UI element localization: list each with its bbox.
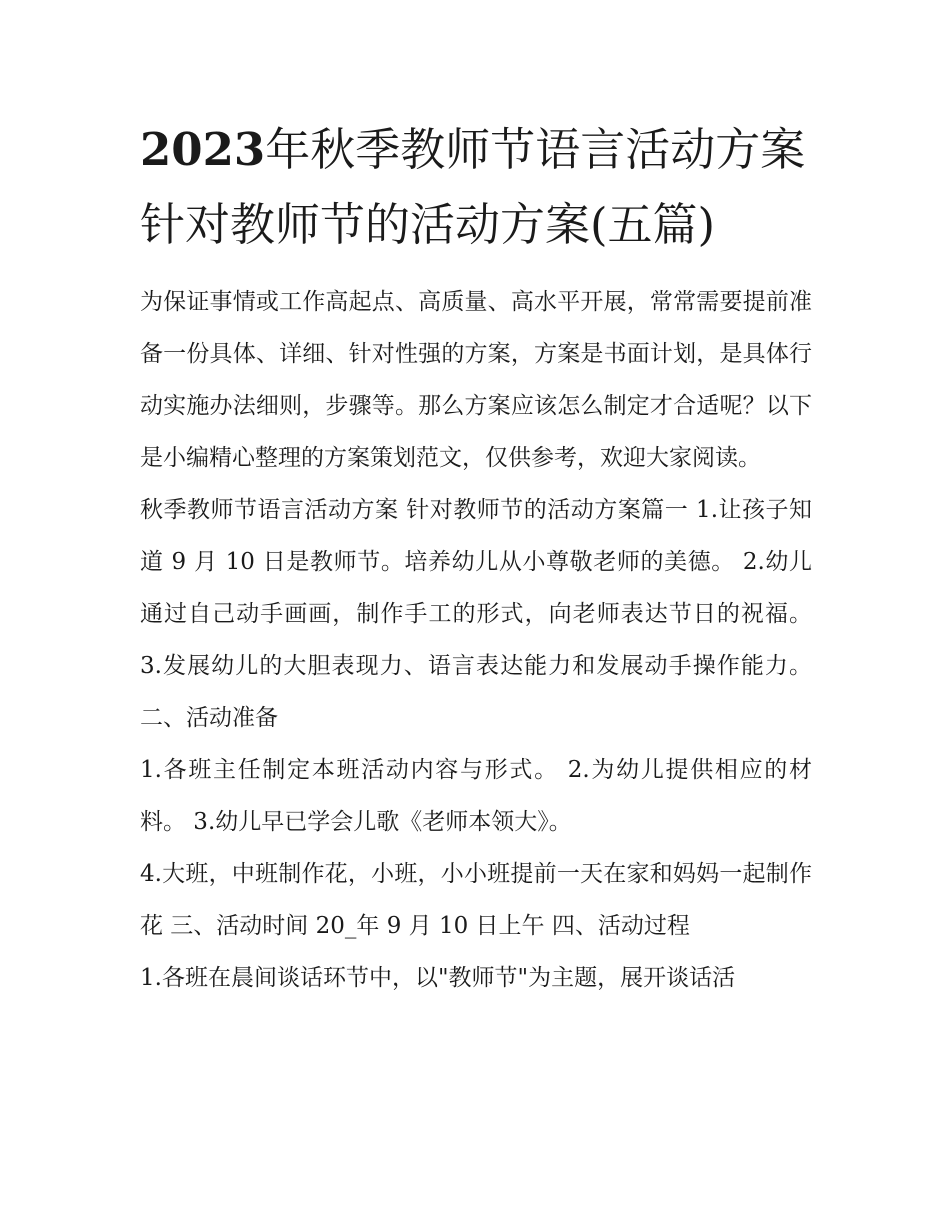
title-text: 年秋季教师节语言活动方案 针对教师节的活动方案(五篇) xyxy=(140,123,806,251)
title-year: 2023 xyxy=(140,123,266,176)
body-paragraph: 1.各班在晨间谈话环节中，以"教师节"为主题，展开谈话活 xyxy=(140,965,736,991)
body-paragraph: 秋季教师节语言活动方案 针对教师节的活动方案篇一 1.让孩子知道 9 月 10 日是教师节。培养幼儿从小尊敬老师的美德。 2.幼儿通过自己动手画画，制作手工的形式，向老师表达节日的祝福。 3.发展幼儿的大胆表现力、语言表达能力和发展动手操作能力。 二、活动准备 xyxy=(140,497,812,731)
body-paragraph: 4.大班，中班制作花，小班，小小班提前一天在家和妈妈一起制作花 三、活动时间 20_年 9 月 10 日上午 四、活动过程 xyxy=(140,861,812,939)
document-page xyxy=(140,112,812,1004)
document-title xyxy=(140,112,812,262)
body-paragraph: 1.各班主任制定本班活动内容与形式。 2.为幼儿提供相应的材料。 3.幼儿早已学会儿歌《老师本领大》。 xyxy=(140,757,812,835)
intro-paragraph: 为保证事情或工作高起点、高质量、高水平开展，常常需要提前准备一份具体、详细、针对性强的方案，方案是书面计划，是具体行动实施办法细则，步骤等。那么方案应该怎么制定才合适呢？以下是小编精心整理的方案策划范文，仅供参考，欢迎大家阅读。 xyxy=(140,289,812,471)
